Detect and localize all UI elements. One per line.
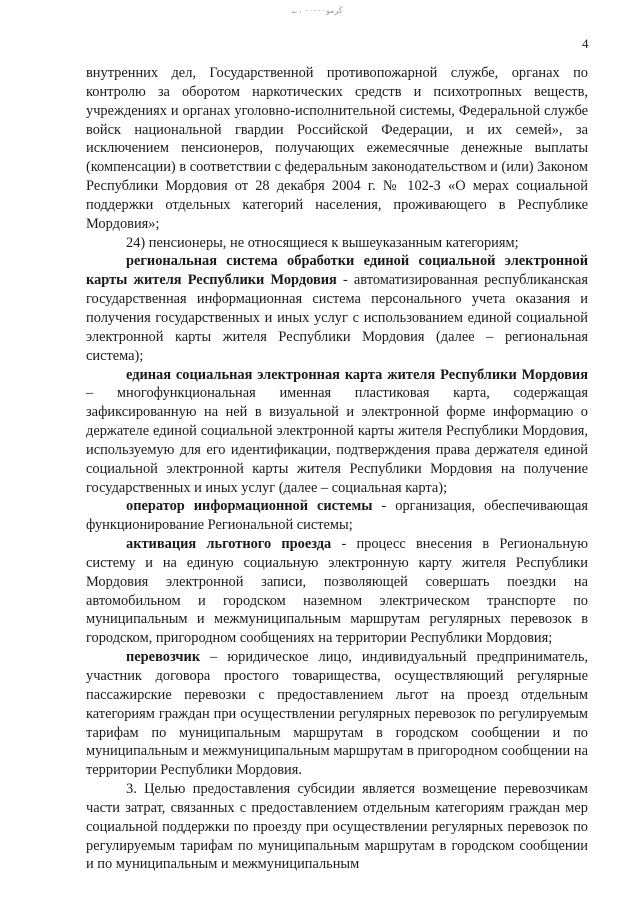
definition-separator: - bbox=[372, 498, 396, 515]
document-body bbox=[86, 64, 588, 874]
paragraph-text: внутренних дел, Государственной противопожарной службе, органах по контролю за оборотом наркотических средств и психотропных веществ, учреждениях и органах уголовно-исполнительной системы, Федеральной службе войск национальной гвардии Российской Федерации, и их семей», за исключением пенсионеров, получающих ежемесячные денежные выплаты (компенсации) в соответствии с федеральным законодательством и (или) Законом Республики Мордовия от 28 декабря 2004 г. № 102-З «О мерах социальной поддержки отдельных категорий населения, проживающего в Республике Мордовия»; bbox=[86, 65, 588, 232]
paragraph-text: 3. Целью предоставления субсидии является возмещение перевозчикам части затрат, связанных с предоставлением отдельным категориям граждан мер социальной поддержки по проезду при осуществлении регулярных перевозок по регулируемым тарифам по муниципальным маршрутам в городском сообщении и по муниципальным и межмуниципальным bbox=[86, 781, 588, 873]
definition-term: единая социальная электронная карта жителя Республики Мордовия bbox=[126, 366, 588, 383]
scan-mark: ڭرﻣﻮ٠٠٠٠٠ ، ـﺒ bbox=[292, 6, 343, 15]
definition-separator: – bbox=[200, 649, 228, 666]
definition-carrier bbox=[86, 648, 588, 780]
definition-term: активация льготного проезда bbox=[126, 536, 332, 553]
page-number: 4 bbox=[582, 36, 589, 51]
definition-regional-system bbox=[86, 252, 588, 365]
definition-separator: – bbox=[86, 385, 117, 402]
definition-text: организация, обеспечивающая функционирование Региональной системы; bbox=[86, 498, 588, 534]
definition-text: автоматизированная республиканская государственная информационная система персонального учета оказания и получения государственных и иных услуг с использованием единой социальной электронной карты жителя Республики Мордовия (далее – региональная система); bbox=[86, 272, 588, 364]
definition-text: юридическое лицо, индивидуальный предприниматель, участник договора простого товарищества, осуществляющий регулярные пассажирские перевозки с предоставлением льгот на проезд отдельным категориям граждан при осуществлении регулярных перевозок по регулируемым тарифам по муниципальным маршрутам в городском сообщении и по муниципальным и межмуниципальным маршрутам в пригородном сообщении на территории Республики Мордовия. bbox=[86, 649, 589, 779]
definition-term: региональная система обработки единой социальной электронной карты жителя Республики Мордовия bbox=[86, 253, 588, 289]
definition-separator: - bbox=[331, 536, 357, 553]
paragraph-section-3 bbox=[86, 780, 588, 874]
definition-social-card bbox=[86, 366, 588, 498]
paragraph-text: 24) пенсионеры, не относящиеся к вышеуказанным категориям; bbox=[126, 234, 519, 251]
definition-travel-activation bbox=[86, 535, 588, 648]
paragraph-continuation bbox=[86, 64, 588, 234]
definition-text: процесс внесения в Региональную систему и на единую социальную электронную карту жителя Республики Мордовия электронной записи, позволяющей совершать поездки на автомобильном и городском наземном электрическом транспорте по муниципальным и межмуниципальным маршрутам регулярных перевозок в городском, пригородном сообщениях на территории Республики Мордовия; bbox=[86, 536, 588, 647]
definition-term: перевозчик bbox=[126, 649, 201, 666]
definition-separator: - bbox=[336, 272, 354, 289]
paragraph-list-item-24 bbox=[86, 234, 588, 253]
definition-term: оператор информационной системы bbox=[126, 498, 373, 515]
definition-text: многофункциональная именная пластиковая карта, содержащая зафиксированную на ней в визуальной и электронной форме информацию о держателе единой социальной электронной карты жителя Республики Мордовия, используемую для его идентификации, подтверждения права держателя единой социальной электронной карты жителя Республики Мордовия на получение государственных и иных услуг (далее – социальная карта); bbox=[86, 385, 588, 496]
definition-system-operator bbox=[86, 497, 588, 535]
